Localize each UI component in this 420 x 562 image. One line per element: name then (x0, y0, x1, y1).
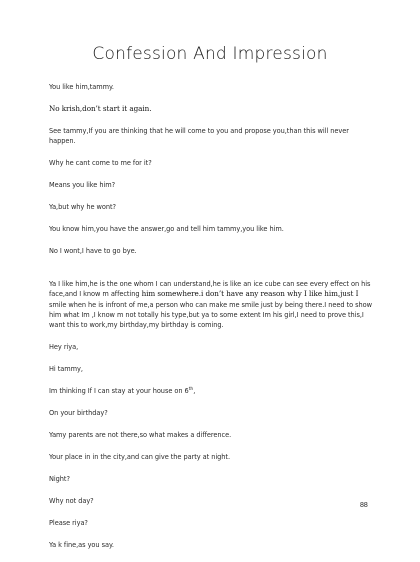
text-run: him somewhere.i don’t have any reason why I like him,just I (141, 289, 359, 299)
paragraph: Your place in in the city,and can give the party at night. (49, 453, 231, 462)
paragraph: See tammy,If you are thinking that he will come to you and propose you,than this will never happen. (49, 127, 349, 146)
paragraph: Means you like him? (49, 181, 116, 190)
paragraph: On your birthday? (49, 409, 108, 418)
text-run: Ya I like him,he is the one whom I can understand,he is like an ice cube can see every effect on his face,and I know m affecting (49, 279, 371, 299)
chapter-title: Confession And Impression (92, 44, 328, 64)
paragraph: Why he cant come to me for it? (49, 159, 152, 168)
paragraph: Why not day? (49, 497, 94, 506)
paragraph: You know him,you have the answer,go and tell him tammy,you like him. (49, 225, 284, 234)
paragraph: Ya k fine,as you say. (49, 541, 114, 550)
text-run: , (193, 387, 196, 396)
text-run: smile when he is infront of me,a person who can make me smile just by being there.I need to show him what Im ,I know m not totally his type,but ya to some extent Im his girl,I need to prove this,I want this to work,my birthday,my birthday is coming. (49, 300, 372, 330)
body-text (49, 82, 374, 562)
paragraph (49, 279, 374, 331)
text-run: Im thinking If I can stay at your house on 6 (49, 387, 189, 396)
paragraph: Please riya? (49, 519, 88, 528)
paragraph: Ya,but why he wont? (49, 203, 116, 212)
paragraph: Hi tammy, (49, 365, 83, 374)
paragraph: Hey riya, (49, 343, 79, 352)
paragraph: Yamy parents are not there,so what makes a difference. (49, 431, 232, 440)
superscript: th (188, 387, 194, 393)
paragraph: Night? (49, 475, 70, 484)
paragraph: No I wont,I have to go bye. (49, 247, 137, 256)
paragraph: You like him,tammy. (49, 83, 114, 91)
page-number: 88 (360, 502, 368, 509)
paragraph: No krish,don’t start it again. (49, 104, 152, 113)
paragraph (49, 386, 374, 396)
